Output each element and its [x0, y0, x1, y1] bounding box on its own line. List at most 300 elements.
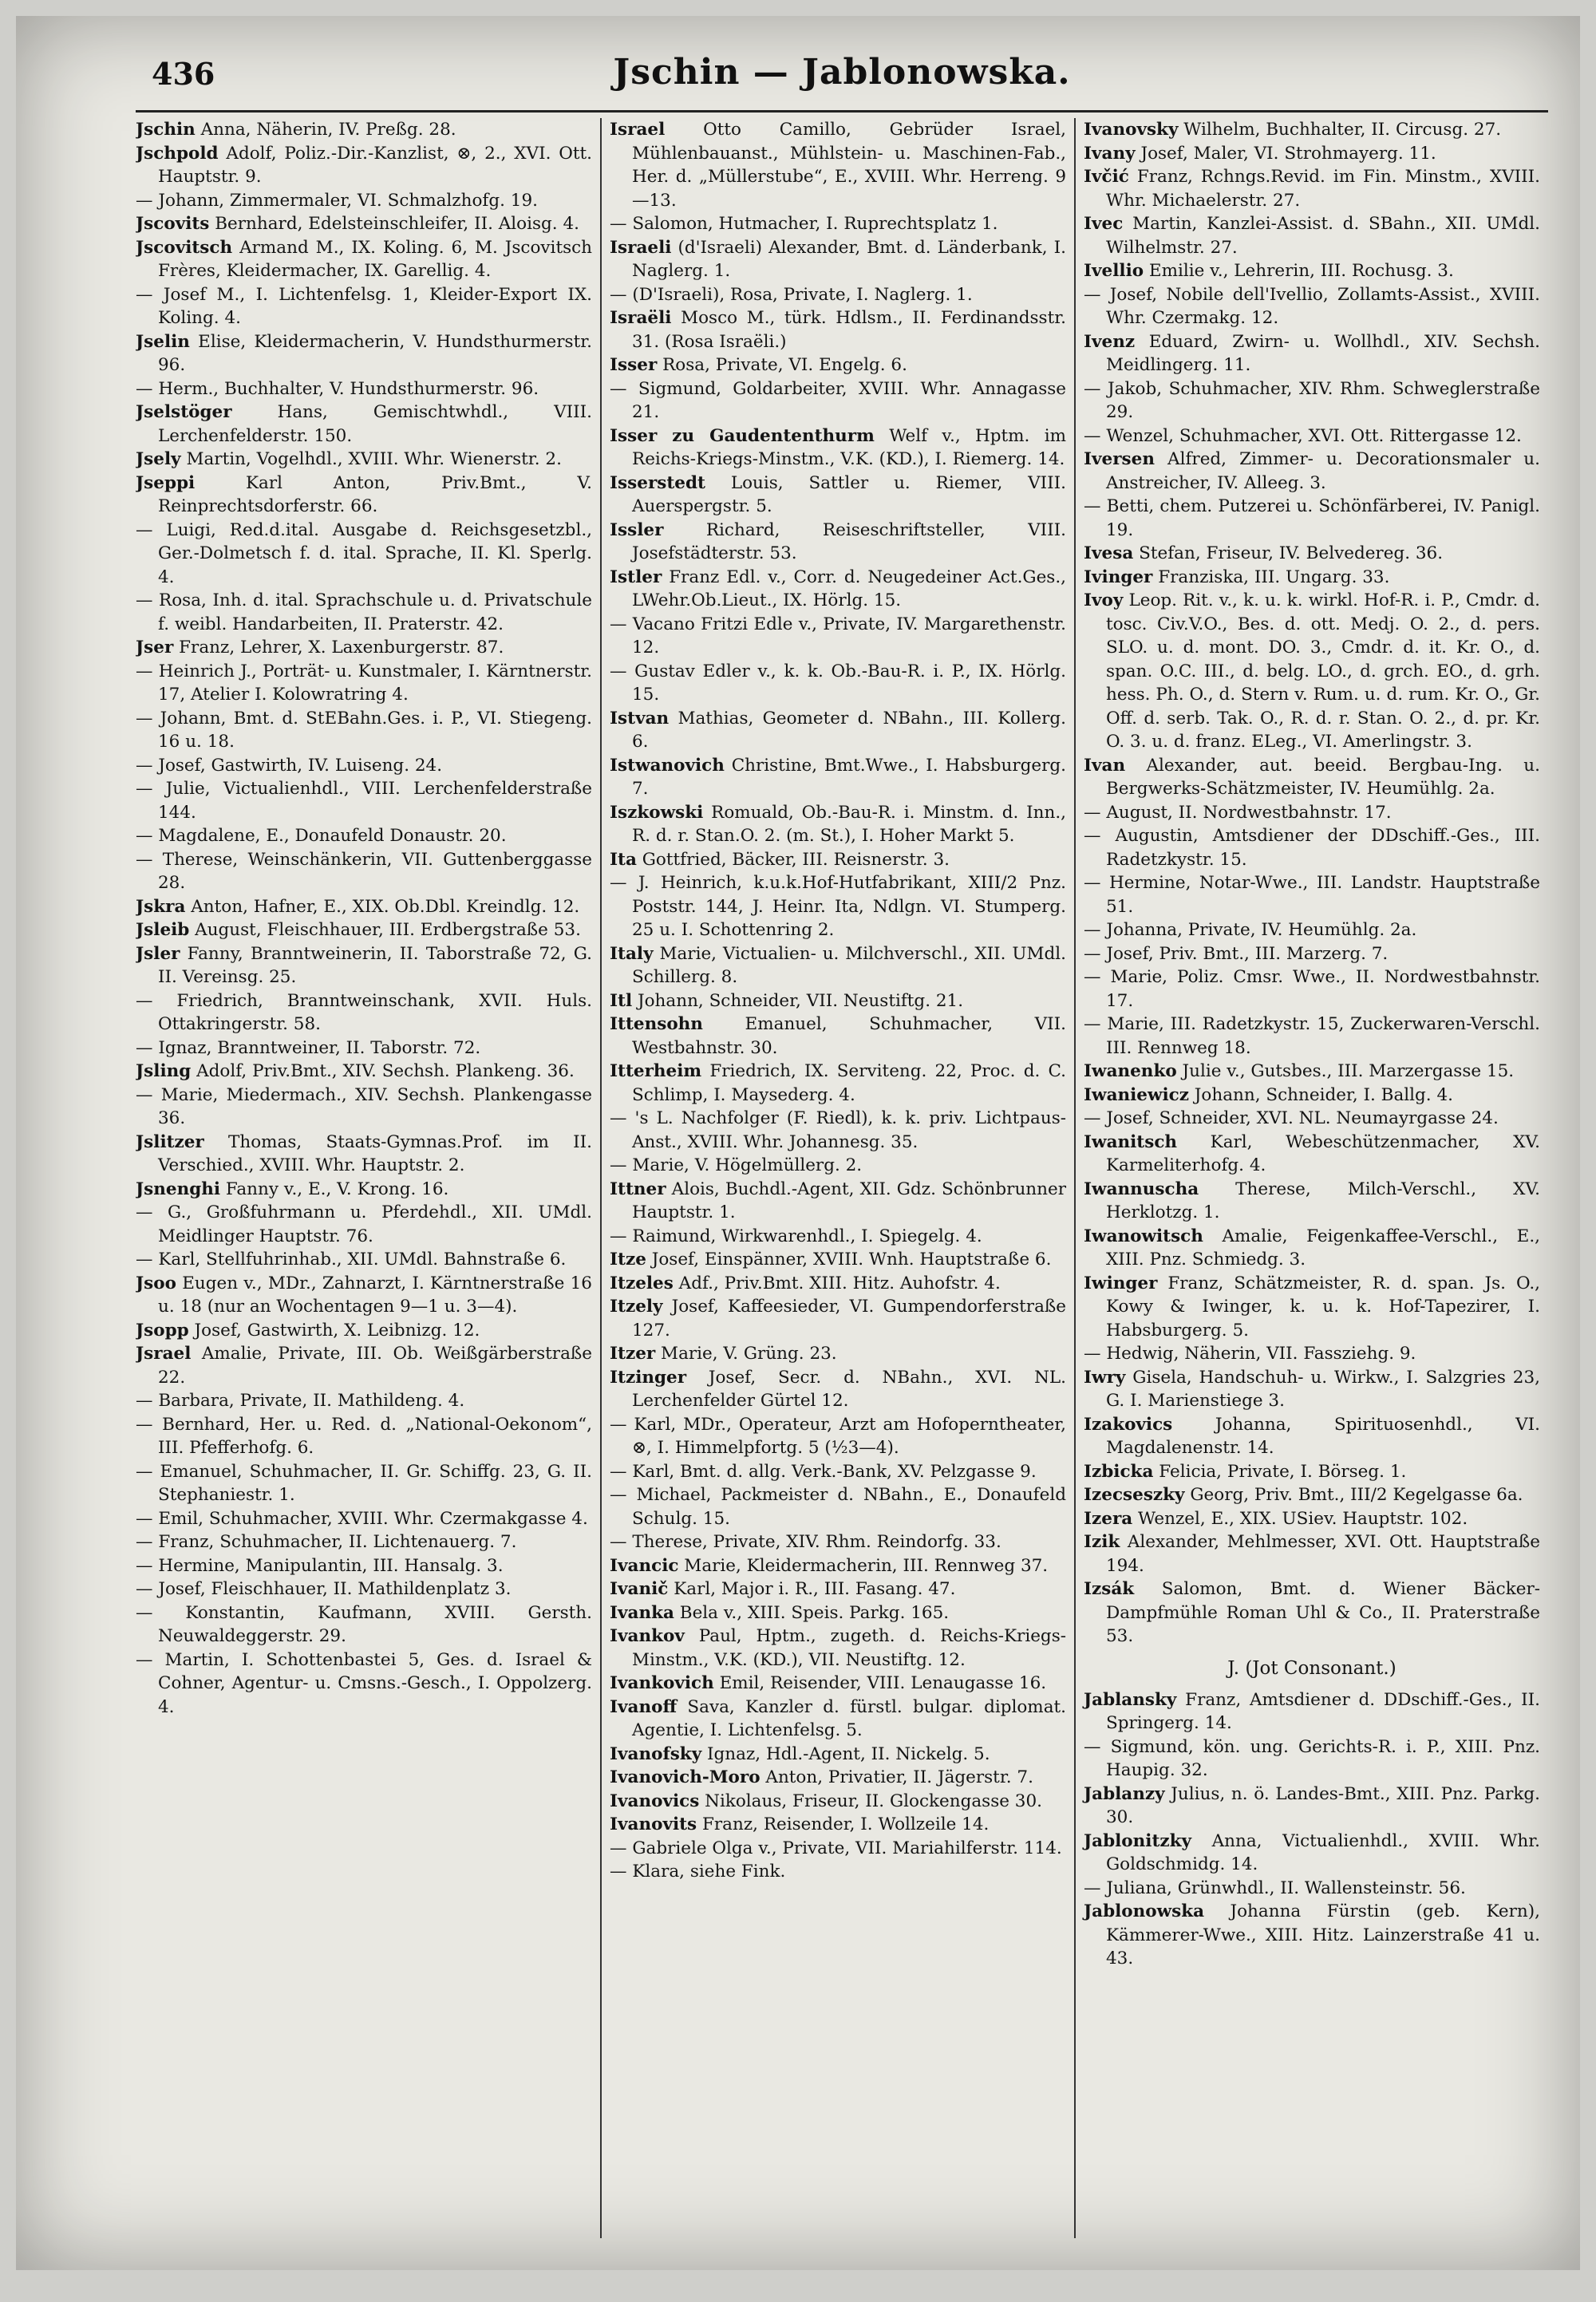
- entry-details: — Johann, Zimmermaler, VI. Schmalzhofg. 19.: [136, 190, 538, 211]
- directory-entry: [610, 377, 1066, 424]
- entry-surname: Ivany: [1084, 143, 1136, 164]
- entry-surname: Istwanovich: [610, 755, 725, 776]
- directory-entry: [136, 1342, 592, 1389]
- directory-entry: [136, 1554, 592, 1578]
- directory-entry: [136, 472, 592, 519]
- entry-details: — Josef, Priv. Bmt., III. Marzerg. 7.: [1084, 943, 1389, 964]
- directory-entry: [610, 1813, 1066, 1837]
- entry-surname: Izakovics: [1084, 1414, 1173, 1435]
- entry-details: — Hermine, Manipulantin, III. Hansalg. 3.: [136, 1555, 504, 1576]
- entry-details: Anton, Hafner, E., XIX. Ob.Dbl. Kreindlg. 12.: [185, 896, 580, 917]
- directory-entry: [136, 848, 592, 895]
- entry-surname: Ivesa: [1084, 543, 1134, 563]
- directory-entry: [1084, 448, 1540, 495]
- directory-entry: [136, 1248, 592, 1272]
- entry-details: Alois, Buchdl.-Agent, XII. Gdz. Schönbrunner Hauptstr. 1.: [632, 1179, 1066, 1222]
- entry-surname: Iwanitsch: [1084, 1131, 1178, 1152]
- directory-entry: [610, 1696, 1066, 1743]
- directory-entry: [1084, 1735, 1540, 1783]
- entry-surname: Ivanka: [610, 1602, 674, 1623]
- entry-details: Fanny v., E., V. Krong. 16.: [220, 1179, 449, 1199]
- entry-details: Franz, Amtsdiener d. DDschiff.-Ges., II. Springerg. 14.: [1106, 1689, 1540, 1733]
- entry-surname: Jablonitzky: [1084, 1830, 1191, 1851]
- entry-details: — Therese, Weinschänkerin, VII. Guttenberggasse 28.: [136, 849, 592, 893]
- entry-details: — (D'Israeli), Rosa, Private, I. Naglerg. 1.: [610, 284, 973, 305]
- entry-details: — Raimund, Wirkwarenhdl., I. Spiegelg. 4.: [610, 1226, 982, 1246]
- entry-surname: Jsleib: [136, 920, 190, 940]
- entry-details: Franz, Schätzmeister, R. d. span. Js. O., Kowy & Iwinger, k. u. k. Hof-Tapezirer, I. Habsburgerg. 5.: [1106, 1273, 1540, 1341]
- entry-details: Emil, Reisender, VIII. Lenaugasse 16.: [713, 1673, 1047, 1693]
- directory-entry: [610, 1766, 1066, 1790]
- directory-entry: [136, 918, 592, 942]
- page-number: 436: [152, 56, 215, 92]
- directory-entry: [610, 306, 1066, 353]
- column-1: [136, 118, 600, 2238]
- entry-surname: Jsopp: [136, 1320, 189, 1341]
- entry-details: Josef, Kaffeesieder, VI. Gumpendorferstraße 127.: [632, 1297, 1066, 1341]
- entry-details: Amalie, Feigenkaffee-Verschl., E., XIII. Pnz. Schmiedg. 3.: [1106, 1226, 1540, 1269]
- entry-surname: Ivanič: [610, 1579, 669, 1599]
- entry-surname: Jselin: [136, 331, 190, 352]
- entry-details: Johanna, Spirituosenhdl., VI. Magdalenenstr. 14.: [1106, 1414, 1540, 1458]
- entry-surname: Izbicka: [1084, 1461, 1154, 1482]
- entry-surname: Iversen: [1084, 449, 1155, 469]
- directory-entry: [1084, 1460, 1540, 1484]
- entry-surname: Istler: [610, 567, 662, 587]
- directory-entry: [610, 1860, 1066, 1884]
- entry-surname: Jskra: [136, 896, 186, 917]
- entry-details: — Julie, Victualienhdl., VIII. Lerchenfelderstraße 144.: [136, 779, 592, 823]
- entry-details: Adf., Priv.Bmt. XIII. Hitz. Auhofstr. 4.: [673, 1273, 1001, 1293]
- entry-details: — Johann, Bmt. d. StEBahn.Ges. i. P., VI. Stiegeng. 16 u. 18.: [136, 708, 592, 752]
- entry-surname: Itzely: [610, 1297, 663, 1317]
- entry-surname: Ivellio: [1084, 261, 1144, 281]
- directory-entry: [136, 1577, 592, 1601]
- directory-entry: [1084, 118, 1540, 142]
- entry-details: Johanna Fürstin (geb. Kern), Kämmerer-Wwe., XIII. Hitz. Lainzerstraße 41 u. 43.: [1106, 1901, 1540, 1968]
- directory-entry: [136, 824, 592, 848]
- entry-details: Franz, Rchngs.Revid. im Fin. Minstm., XVIII. Whr. Michaelerstr. 27.: [1106, 167, 1540, 211]
- directory-entry: [1084, 801, 1540, 825]
- entry-details: — Emanuel, Schuhmacher, II. Gr. Schiffg. 23, G. II. Stephaniestr. 1.: [136, 1461, 592, 1505]
- directory-entry: [136, 942, 592, 989]
- entry-details: — Michael, Packmeister d. NBahn., E., Donaufeld Schulg. 15.: [610, 1485, 1066, 1529]
- directory-entry: [136, 1507, 592, 1531]
- entry-details: — August, II. Nordwestbahnstr. 17.: [1084, 802, 1392, 823]
- entry-details: Josef, Einspänner, XVIII. Wnh. Hauptstraße 6.: [646, 1250, 1052, 1269]
- column-3: [1074, 118, 1548, 2238]
- entry-details: — Heinrich J., Porträt- u. Kunstmaler, I. Kärntnerstr. 17, Atelier I. Kolowratring 4.: [136, 661, 592, 705]
- entry-details: — Martin, I. Schottenbastei 5, Ges. d. Israel & Cohner, Agentur- u. Cmsns.-Gesch., I. Oppolzerg. 4.: [136, 1649, 592, 1717]
- directory-entry: [1084, 1577, 1540, 1649]
- directory-entry: [610, 1154, 1066, 1178]
- directory-entry: [1084, 1783, 1540, 1830]
- directory-entry: [1084, 824, 1540, 871]
- directory-entry: [136, 1389, 592, 1413]
- running-head: Jschin — Jablonowska.: [613, 52, 1071, 93]
- directory-entry: [136, 777, 592, 824]
- directory-entry: [610, 283, 1066, 307]
- directory-entry: [1084, 377, 1540, 424]
- directory-entry: [610, 1672, 1066, 1696]
- entry-surname: Ivanovich-Moro: [610, 1767, 760, 1787]
- entry-surname: Jablanzy: [1084, 1783, 1165, 1804]
- directory-entry: [1084, 1107, 1540, 1131]
- directory-entry: [610, 707, 1066, 754]
- entry-details: — Wenzel, Schuhmacher, XVI. Ott. Rittergasse 12.: [1084, 425, 1522, 446]
- directory-entry: [136, 895, 592, 919]
- entry-details: — Friedrich, Branntweinschank, XVII. Huls. Ottakringerstr. 58.: [136, 990, 592, 1034]
- directory-entry: [610, 1060, 1066, 1107]
- entry-details: August, Fleischhauer, III. Erdbergstraße 53.: [189, 920, 581, 940]
- entry-details: Emanuel, Schuhmacher, VII. Westbahnstr. 30.: [632, 1014, 1066, 1058]
- entry-surname: Jablonowska: [1084, 1901, 1205, 1921]
- entry-details: Martin, Vogelhdl., XVIII. Whr. Wienerstr. 2.: [180, 449, 562, 469]
- entry-details: Franziska, III. Ungarg. 33.: [1152, 567, 1390, 587]
- entry-details: Amalie, Private, III. Ob. Weißgärberstraße 22.: [158, 1344, 592, 1388]
- directory-entry: [610, 1413, 1066, 1460]
- directory-entry: [1084, 1060, 1540, 1084]
- directory-entry: [610, 1460, 1066, 1484]
- directory-entry: [136, 1649, 592, 1720]
- directory-entry: [136, 1201, 592, 1248]
- directory-entry: [1084, 1507, 1540, 1531]
- entry-surname: Jseppi: [136, 472, 196, 493]
- directory-entry: [136, 118, 592, 142]
- entry-details: Otto Camillo, Gebrüder Israel, Mühlenbauanst., Mühlstein- u. Maschinen-Fab., Her. d. „Müllerstube“, E., XVIII. Whr. Herreng. 9—13.: [632, 120, 1066, 211]
- entry-details: Marie, V. Grüng. 23.: [655, 1344, 837, 1364]
- entry-details: — Klara, siehe Fink.: [610, 1862, 786, 1881]
- directory-entry: [1084, 424, 1540, 448]
- entry-surname: Iwinger: [1084, 1273, 1158, 1293]
- column-2: [600, 118, 1074, 2238]
- entry-details: — Jakob, Schuhmacher, XIV. Rhm. Schweglerstraße 29.: [1084, 378, 1540, 422]
- entry-details: — Karl, Bmt. d. allg. Verk.-Bank, XV. Pelzgasse 9.: [610, 1461, 1037, 1482]
- entry-surname: Israel: [610, 120, 666, 140]
- directory-entry: [1084, 495, 1540, 542]
- directory-entry: [136, 401, 592, 448]
- entry-surname: Jablansky: [1084, 1689, 1177, 1710]
- entry-surname: Ivinger: [1084, 567, 1153, 587]
- entry-details: (d'Israeli) Alexander, Bmt. d. Länderbank, I. Naglerg. 1.: [632, 237, 1066, 281]
- entry-details: — Josef M., I. Lichtenfelsg. 1, Kleider-Export IX. Koling. 4.: [136, 284, 592, 328]
- directory-entry: [1084, 871, 1540, 918]
- header-rule: [136, 110, 1548, 113]
- entry-surname: Iwanowitsch: [1084, 1226, 1203, 1246]
- entry-surname: Ivec: [1084, 214, 1124, 234]
- section-heading: J. (Jot Consonant.): [1227, 1657, 1396, 1679]
- directory-entry: [1084, 1272, 1540, 1343]
- entry-details: — Hermine, Notar-Wwe., III. Landstr. Hauptstraße 51.: [1084, 873, 1540, 917]
- entry-surname: Ivanovics: [610, 1791, 700, 1811]
- entry-surname: Izsák: [1084, 1579, 1135, 1599]
- entry-details: Gottfried, Bäcker, III. Reisnerstr. 3.: [636, 849, 950, 870]
- entry-details: — Juliana, Grünwhdl., II. Wallensteinstr. 56.: [1084, 1878, 1466, 1898]
- directory-entry: [610, 1248, 1066, 1272]
- directory-entry: [610, 212, 1066, 236]
- directory-entry: [610, 989, 1066, 1013]
- directory-entry: [136, 754, 592, 778]
- entry-details: — Magdalene, E., Donaufeld Donaustr. 20.: [136, 826, 507, 846]
- entry-details: Richard, Reiseschriftsteller, VIII. Josefstädterstr. 53.: [632, 519, 1066, 563]
- entry-details: — Josef, Schneider, XVI. NL. Neumayrgasse 24.: [1084, 1108, 1499, 1128]
- entry-details: Franz, Reisender, I. Wollzeile 14.: [697, 1814, 990, 1834]
- entry-surname: Ivan: [1084, 755, 1126, 776]
- directory-entry: [610, 1272, 1066, 1296]
- directory-entry: [1084, 1013, 1540, 1060]
- entry-details: — G., Großfuhrmann u. Pferdehdl., XII. UMdl. Meidlinger Hauptstr. 76.: [136, 1202, 592, 1246]
- entry-details: — Augustin, Amtsdiener der DDschiff.-Ges., III. Radetzkystr. 15.: [1084, 826, 1540, 870]
- entry-surname: Izik: [1084, 1532, 1120, 1552]
- entry-details: Nikolaus, Friseur, II. Glockengasse 30.: [699, 1791, 1042, 1811]
- entry-surname: Ivanovits: [610, 1814, 697, 1834]
- entry-details: Mosco M., türk. Hdlsm., II. Ferdinandsstr. 31. (Rosa Israëli.): [632, 308, 1066, 352]
- directory-entry: [1084, 965, 1540, 1013]
- entry-surname: Ivanovsky: [1084, 120, 1179, 140]
- entry-details: Anton, Privatier, II. Jägerstr. 7.: [760, 1767, 1033, 1787]
- directory-entry: [1084, 566, 1540, 590]
- entry-details: Alexander, aut. beeid. Bergbau-Ing. u. Bergwerks-Schätzmeister, IV. Heumühlg. 2a.: [1106, 755, 1540, 799]
- entry-details: Julie v., Gutsbes., III. Marzergasse 15.: [1176, 1061, 1515, 1081]
- entry-details: Romuald, Ob.-Bau-R. i. Minstm. d. Inn., R. d. r. Stan.O. 2. (m. St.), I. Hoher Markt 5.: [632, 802, 1066, 846]
- entry-surname: Isser zu Gaudententhurm: [610, 425, 875, 446]
- entry-details: — Sigmund, Goldarbeiter, XVIII. Whr. Annagasse 21.: [610, 378, 1066, 422]
- entry-details: — Marie, Poliz. Cmsr. Wwe., II. Nordwestbahnstr. 17.: [1084, 967, 1540, 1011]
- directory-entry: [136, 1060, 592, 1084]
- entry-details: — Marie, Miedermach., XIV. Sechsh. Plankengasse 36.: [136, 1084, 592, 1128]
- entry-details: Anna, Victualienhdl., XVIII. Whr. Goldschmidg. 14.: [1106, 1830, 1540, 1874]
- directory-entry: [1084, 1900, 1540, 1971]
- directory-entry: [610, 1790, 1066, 1814]
- directory-entry: [136, 519, 592, 590]
- directory-entry: [1084, 330, 1540, 377]
- entry-details: Elise, Kleidermacherin, V. Hundsthurmerstr. 96.: [158, 331, 592, 375]
- entry-details: Franz Edl. v., Corr. d. Neugedeiner Act.Ges., LWehr.Ob.Lieut., IX. Hörlg. 15.: [632, 567, 1066, 610]
- entry-details: Julius, n. ö. Landes-Bmt., XIII. Pnz. Parkg. 30.: [1106, 1783, 1540, 1827]
- entry-details: — Ignaz, Branntweiner, II. Taborstr. 72.: [136, 1037, 481, 1058]
- entry-details: — Johanna, Private, IV. Heumühlg. 2a.: [1084, 920, 1417, 940]
- directory-entry: [136, 989, 592, 1036]
- entry-surname: Iszkowski: [610, 802, 704, 823]
- directory-entry: [136, 589, 592, 636]
- entry-details: Hans, Gemischtwhdl., VIII. Lerchenfelderstr. 150.: [158, 402, 592, 446]
- entry-details: Josef, Maler, VI. Strohmayerg. 11.: [1135, 143, 1436, 164]
- directory-entry: [136, 1178, 592, 1202]
- directory-entry: [610, 1178, 1066, 1225]
- directory-entry: [610, 1013, 1066, 1060]
- entry-details: Johann, Schneider, I. Ballg. 4.: [1188, 1084, 1453, 1105]
- directory-entry: [136, 660, 592, 707]
- entry-details: Karl, Major i. R., III. Fasang. 47.: [668, 1579, 956, 1599]
- entry-details: — Emil, Schuhmacher, XVIII. Whr. Czermakgasse 4.: [136, 1508, 588, 1529]
- entry-surname: Jsoo: [136, 1273, 176, 1293]
- directory-entry: [136, 142, 592, 189]
- entry-surname: Jsling: [136, 1061, 192, 1081]
- entry-details: Wenzel, E., XIX. USiev. Hauptstr. 102.: [1132, 1508, 1468, 1529]
- entry-surname: Isserstedt: [610, 472, 705, 493]
- entry-details: Felicia, Private, I. Börseg. 1.: [1153, 1461, 1407, 1482]
- directory-entry: [136, 189, 592, 213]
- directory-entry: [610, 1743, 1066, 1767]
- entry-details: Johann, Schneider, VII. Neustiftg. 21.: [632, 990, 964, 1011]
- entry-details: Rosa, Private, VI. Engelg. 6.: [657, 355, 907, 375]
- entry-details: Salomon, Bmt. d. Wiener Bäcker-Dampfmühle Roman Uhl & Co., II. Praterstraße 53.: [1106, 1579, 1540, 1646]
- entry-details: Bela v., XIII. Speis. Parkg. 165.: [674, 1602, 950, 1623]
- directory-entry: [136, 1131, 592, 1178]
- entry-details: Armand M., IX. Koling. 6, M. Jscovitsch Frères, Kleidermacher, IX. Garellig. 4.: [158, 237, 592, 281]
- entry-surname: Izera: [1084, 1508, 1133, 1529]
- entry-details: Alexander, Mehlmesser, XVI. Ott. Hauptstraße 194.: [1106, 1532, 1540, 1576]
- entry-details: Eugen v., MDr., Zahnarzt, I. Kärntnerstraße 16 u. 18 (nur an Wochentagen 9—1 u. 3—4).: [158, 1273, 592, 1317]
- directory-entry: [610, 801, 1066, 848]
- entry-details: — Marie, V. Högelmüllerg. 2.: [610, 1155, 863, 1175]
- entry-details: — Betti, chem. Putzerei u. Schönfärberei, IV. Panigl. 19.: [1084, 496, 1540, 540]
- directory-entry: [136, 377, 592, 401]
- directory-entry: [1084, 918, 1540, 942]
- directory-entry: [1084, 1530, 1540, 1577]
- directory-entry: [1084, 1225, 1540, 1272]
- entry-details: Fanny, Branntweinerin, II. Taborstraße 72, G. II. Vereinsg. 25.: [158, 943, 592, 987]
- entry-details: — Karl, MDr., Operateur, Arzt am Hofoperntheater, ⊗, I. Himmelpfortg. 5 (½3—4).: [610, 1414, 1066, 1458]
- directory-entry: [1084, 1877, 1540, 1901]
- directory-entry: [1084, 1084, 1540, 1108]
- directory-entry: [136, 1460, 592, 1507]
- entry-surname: Israeli: [610, 237, 672, 258]
- entry-details: Sava, Kanzler d. fürstl. bulgar. diplomat. Agentie, I. Lichtenfelsg. 5.: [632, 1696, 1066, 1740]
- entry-surname: Jselstöger: [136, 402, 232, 422]
- entry-surname: Itl: [610, 990, 633, 1011]
- directory-entry: [136, 1084, 592, 1131]
- entry-details: Josef, Secr. d. NBahn., XVI. NL. Lerchenfelder Gürtel 12.: [632, 1367, 1066, 1411]
- entry-surname: Jschin: [136, 120, 196, 140]
- directory-entry: [1084, 942, 1540, 966]
- entry-surname: Jscovits: [136, 214, 210, 234]
- directory-entry: [1084, 1178, 1540, 1225]
- directory-entry: [610, 613, 1066, 660]
- entry-surname: Iwaniewicz: [1084, 1084, 1189, 1105]
- entry-surname: Itterheim: [610, 1061, 702, 1081]
- entry-details: Adolf, Priv.Bmt., XIV. Sechsh. Plankeng. 36.: [191, 1061, 575, 1081]
- entry-details: — Marie, III. Radetzkystr. 15, Zuckerwaren-Verschl. III. Rennweg 18.: [1084, 1014, 1540, 1058]
- entry-details: Mathias, Geometer d. NBahn., III. Kollerg. 6.: [632, 708, 1066, 752]
- entry-surname: Ittensohn: [610, 1014, 703, 1034]
- entry-details: — Josef, Fleischhauer, II. Mathildenplatz 3.: [136, 1579, 512, 1599]
- page-header: [136, 48, 1548, 112]
- entry-details: Thomas, Staats-Gymnas.Prof. im II. Verschied., XVIII. Whr. Hauptstr. 2.: [158, 1131, 592, 1175]
- entry-details: — Gabriele Olga v., Private, VII. Mariahilferstr. 114.: [610, 1838, 1062, 1858]
- entry-details: — Franz, Schuhmacher, II. Lichtenauerg. 7.: [136, 1532, 517, 1552]
- entry-surname: Iwannuscha: [1084, 1179, 1199, 1199]
- entry-details: Christine, Bmt.Wwe., I. Habsburgerg. 7.: [632, 755, 1066, 799]
- entry-surname: Iwanenko: [1084, 1061, 1177, 1081]
- entry-surname: Ivanofsky: [610, 1743, 702, 1764]
- entry-surname: Ita: [610, 849, 637, 870]
- entry-details: Adolf, Poliz.-Dir.-Kanzlist, ⊗, 2., XVI. Ott. Hauptstr. 9.: [158, 143, 592, 187]
- entry-details: Stefan, Friseur, IV. Belvedereg. 36.: [1133, 543, 1444, 563]
- entry-details: Louis, Sattler u. Riemer, VIII. Auerspergstr. 5.: [632, 472, 1066, 516]
- directory-entry: [610, 1295, 1066, 1342]
- directory-entry: [136, 1413, 592, 1460]
- entry-details: Karl, Webeschützenmacher, XV. Karmeliterhofg. 4.: [1106, 1131, 1540, 1175]
- directory-entry: [610, 1554, 1066, 1578]
- directory-entry: [610, 472, 1066, 519]
- entry-surname: Istvan: [610, 708, 670, 729]
- entry-details: — Barbara, Private, II. Mathildeng. 4.: [136, 1391, 465, 1411]
- directory-entry: [1084, 1413, 1540, 1460]
- directory-entry: [136, 1601, 592, 1649]
- entry-details: — J. Heinrich, k.u.k.Hof-Hutfabrikant, XIII/2 Pnz. Poststr. 144, J. Heinr. Ita, Ndlgn. VI. Stumperg. 25 u. I. Schottenring 2.: [610, 873, 1066, 940]
- directory-entry: [1084, 1688, 1540, 1735]
- directory-entry: [610, 566, 1066, 613]
- entry-details: Eduard, Zwirn- u. Wollhdl., XIV. Sechsh. Meidlingerg. 11.: [1106, 331, 1540, 375]
- entry-details: Wilhelm, Buchhalter, II. Circusg. 27.: [1178, 120, 1502, 140]
- directory-entry: [610, 942, 1066, 989]
- entry-details: Paul, Hptm., zugeth. d. Reichs-Kriegs-Minstm., V.K. (KD.), VII. Neustiftg. 12.: [632, 1626, 1066, 1670]
- entry-surname: Izecseszky: [1084, 1485, 1185, 1505]
- entry-surname: Iwry: [1084, 1367, 1126, 1388]
- entry-surname: Jsely: [136, 449, 181, 469]
- directory-entry: [1084, 1131, 1540, 1178]
- directory-entry: [136, 283, 592, 330]
- directory-entry: [1084, 1483, 1540, 1507]
- entry-surname: Itzer: [610, 1344, 656, 1364]
- directory-entry: [1084, 754, 1540, 801]
- directory-entry: [136, 236, 592, 283]
- directory-entry: [610, 1837, 1066, 1861]
- entry-surname: Jsrael: [136, 1344, 192, 1364]
- entry-details: Ignaz, Hdl.-Agent, II. Nickelg. 5.: [701, 1743, 990, 1764]
- entry-details: — Sigmund, kön. ung. Gerichts-R. i. P., XIII. Pnz. Haupig. 32.: [1084, 1736, 1540, 1780]
- entry-surname: Ivankov: [610, 1626, 685, 1646]
- entry-details: Franz, Lehrer, X. Laxenburgerstr. 87.: [173, 638, 504, 657]
- entry-surname: Ivoy: [1084, 590, 1124, 610]
- directory-entry: [610, 848, 1066, 872]
- entry-details: Therese, Milch-Verschl., XV. Herklotzg. 1.: [1106, 1179, 1540, 1222]
- entry-details: — Bernhard, Her. u. Red. d. „National-Oekonom“, III. Pfefferhofg. 6.: [136, 1414, 592, 1458]
- directory-entry: [1084, 259, 1540, 283]
- entry-surname: Ivenz: [1084, 331, 1136, 352]
- directory-entry: [610, 1625, 1066, 1672]
- entry-details: — Karl, Stellfuhrinhab., XII. UMdl. Bahnstraße 6.: [136, 1250, 567, 1269]
- directory-entry: [610, 1601, 1066, 1625]
- directory-entry: [610, 236, 1066, 283]
- entry-details: — Luigi, Red.d.ital. Ausgabe d. Reichsgesetzbl., Ger.-Dolmetsch f. d. ital. Sprache, II. Kl. Sperlg. 4.: [136, 519, 592, 587]
- directory-entry: [136, 1272, 592, 1319]
- directory-entry: [1084, 542, 1540, 566]
- directory-entry: [1084, 212, 1540, 259]
- entry-details: Anna, Näherin, IV. Preßg. 28.: [195, 120, 456, 140]
- directory-entry: [136, 636, 592, 660]
- directory-entry: [610, 1225, 1066, 1249]
- entry-surname: Jsler: [136, 943, 180, 964]
- entry-details: Emilie v., Lehrerin, III. Rochusg. 3.: [1144, 261, 1454, 281]
- entry-details: — Gustav Edler v., k. k. Ob.-Bau-R. i. P., IX. Hörlg. 15.: [610, 661, 1066, 705]
- entry-details: Karl Anton, Priv.Bmt., V. Reinprechtsdorferstr. 66.: [158, 472, 592, 516]
- entry-details: Welf v., Hptm. im Reichs-Kriegs-Minstm., V.K. (KD.), I. Riemerg. 14.: [632, 425, 1066, 469]
- entry-surname: Itzinger: [610, 1367, 687, 1388]
- directory-entry: [610, 871, 1066, 942]
- entry-surname: Jsnenghi: [136, 1179, 221, 1199]
- directory-entry: [610, 660, 1066, 707]
- directory-entry: [610, 1577, 1066, 1601]
- directory-entry: [610, 1483, 1066, 1530]
- directory-page: [16, 16, 1580, 2270]
- entry-details: — Josef, Nobile dell'Ivellio, Zollamts-Assist., XVIII. Whr. Czermakg. 12.: [1084, 284, 1540, 328]
- directory-entry: [136, 1319, 592, 1343]
- entry-details: — Herm., Buchhalter, V. Hundsthurmerstr. 96.: [136, 378, 539, 399]
- directory-entry: [1084, 283, 1540, 330]
- entry-surname: Jslitzer: [136, 1131, 204, 1152]
